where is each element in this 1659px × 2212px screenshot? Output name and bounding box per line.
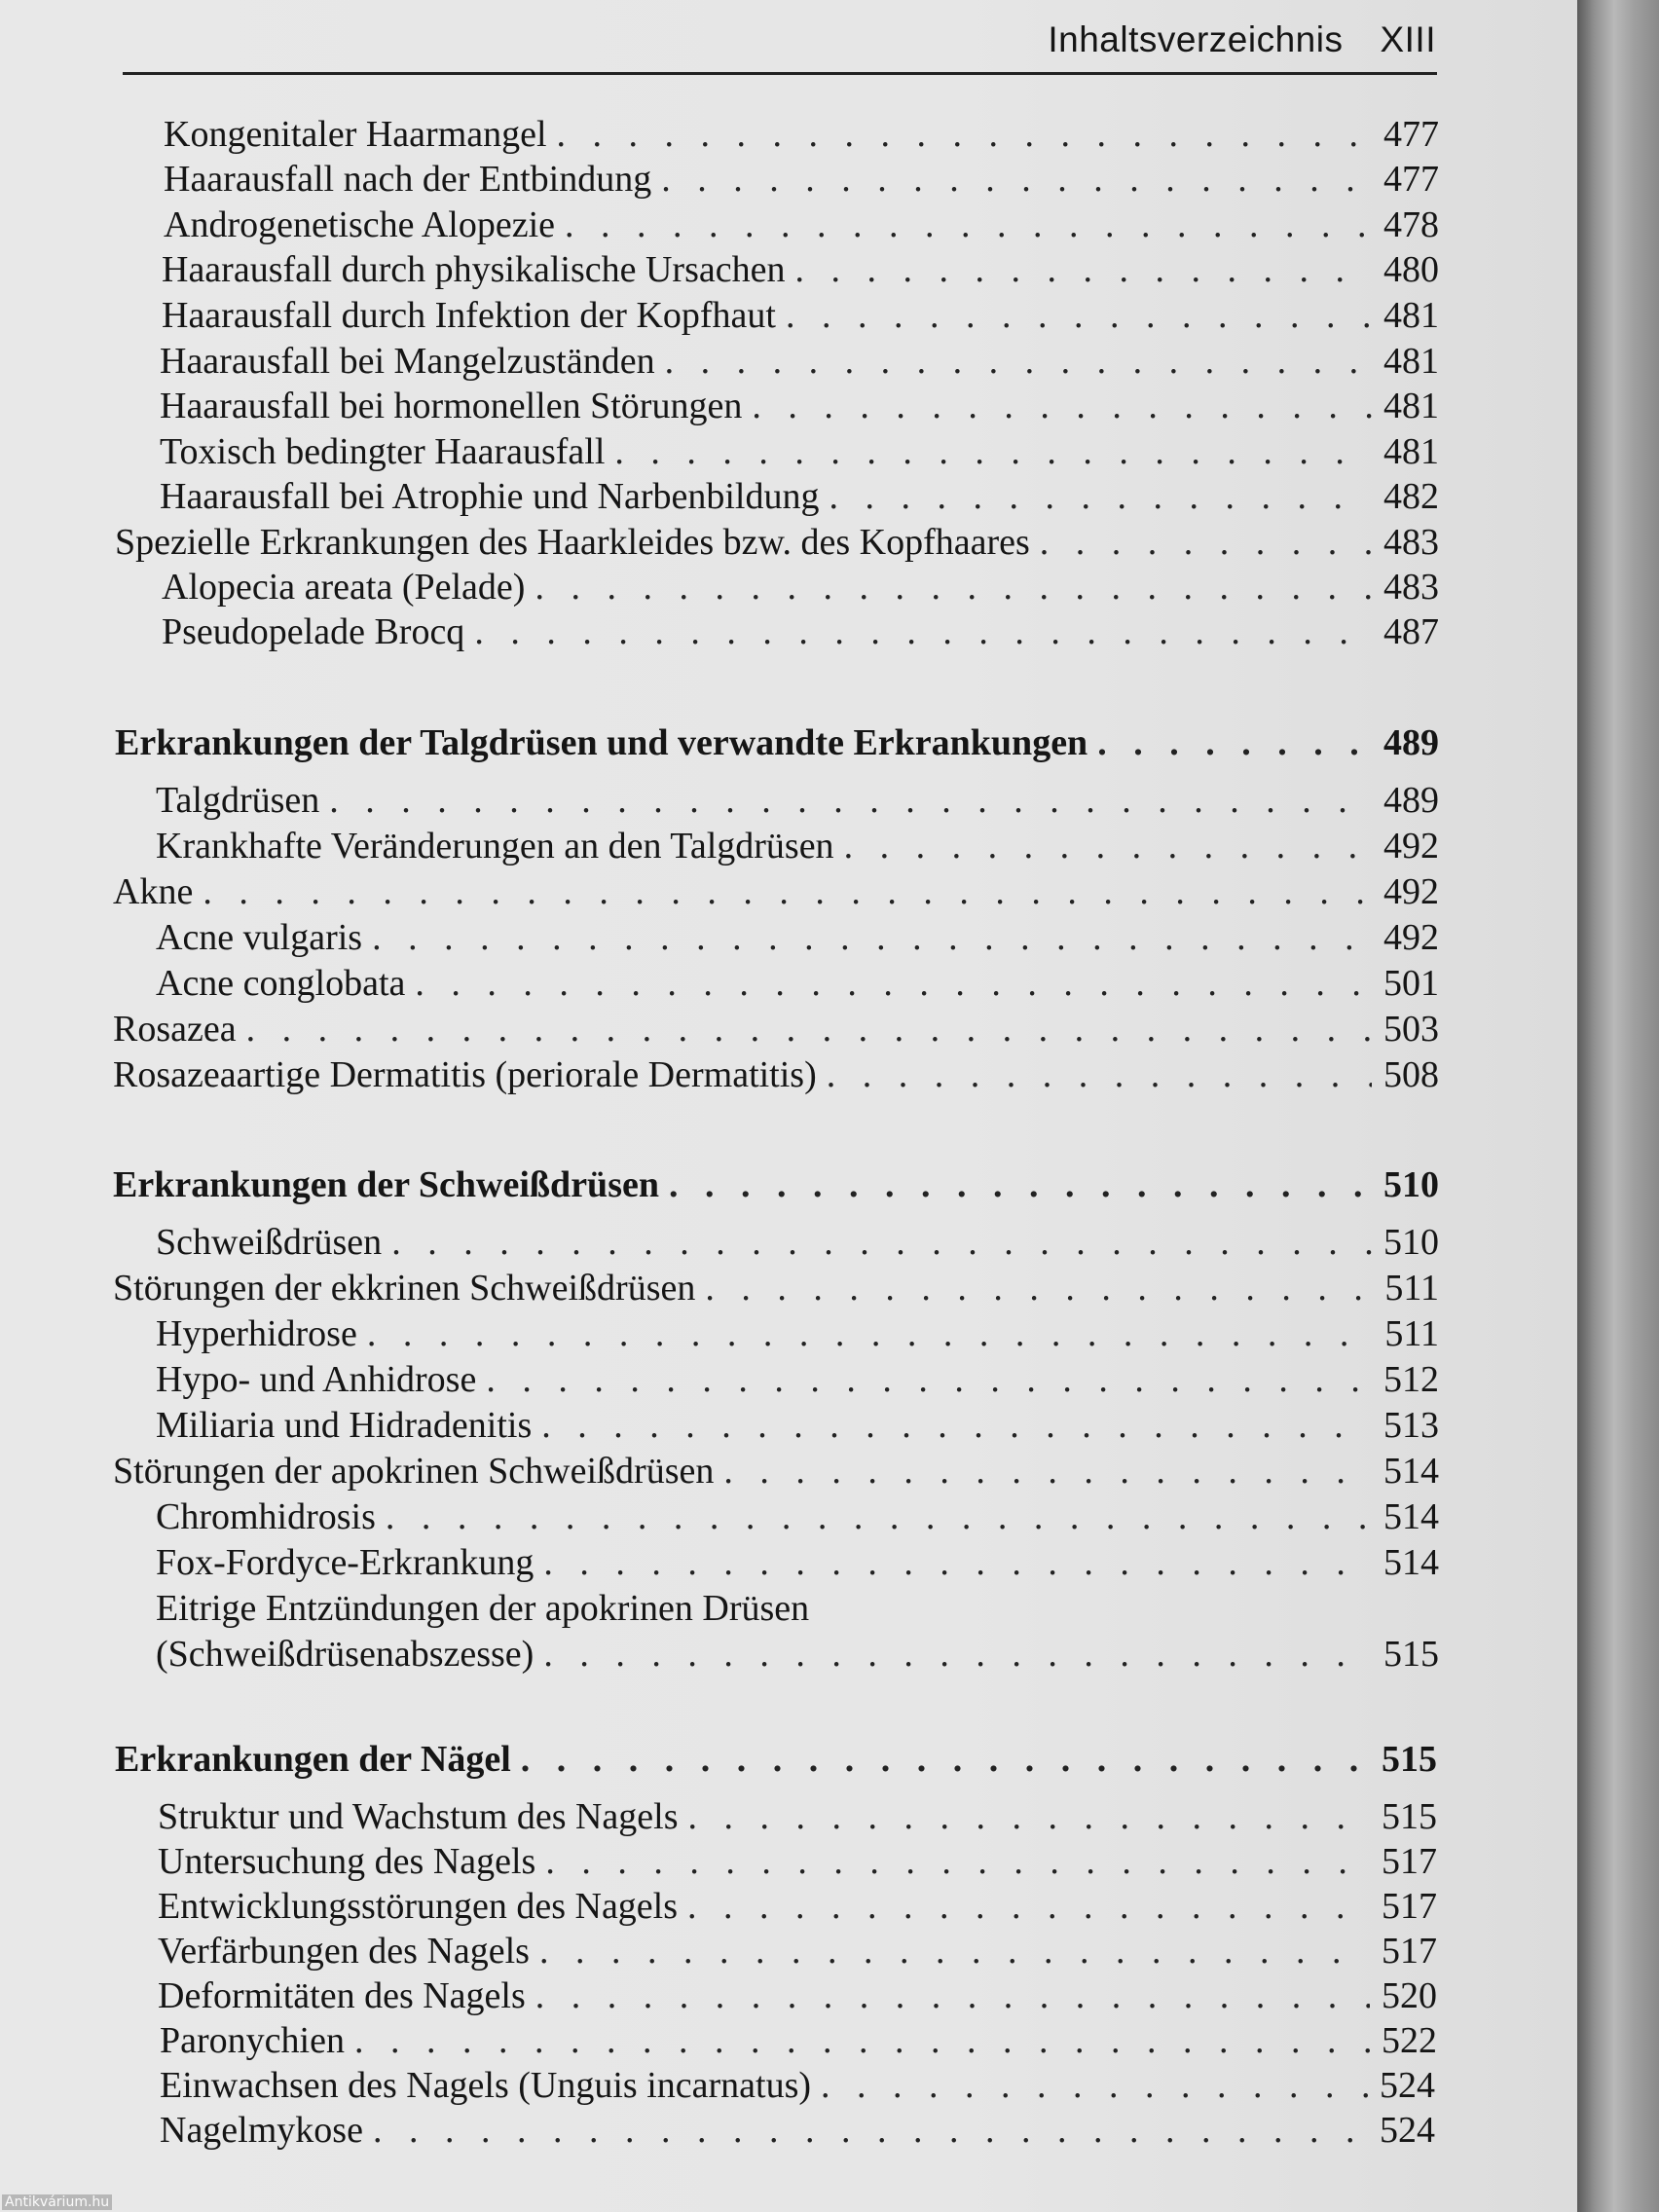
toc-entry-label: Acne conglobata bbox=[156, 963, 406, 1004]
toc-leader-dots bbox=[543, 1541, 1372, 1584]
toc-entry-page: 478 bbox=[1383, 204, 1439, 245]
toc-entry-page: 492 bbox=[1383, 826, 1439, 866]
toc-leader-dots bbox=[665, 340, 1372, 383]
toc-leader-dots bbox=[372, 916, 1372, 959]
toc-entry bbox=[164, 113, 1439, 156]
toc-entry-label: Rosazea bbox=[113, 1009, 237, 1050]
toc-entry-label: Hypo- und Anhidrose bbox=[156, 1359, 477, 1400]
toc-entry-page: 480 bbox=[1383, 249, 1439, 290]
toc-entry bbox=[158, 1840, 1437, 1883]
toc-leader-dots bbox=[661, 158, 1372, 201]
toc-entry-label: Verfärbungen des Nagels bbox=[158, 1931, 530, 1972]
toc-entry-page: 514 bbox=[1383, 1542, 1439, 1583]
toc-entry-label: Haarausfall bei Atrophie und Narbenbildung bbox=[160, 476, 820, 517]
toc-entry-page: 515 bbox=[1382, 1796, 1437, 1837]
header-title: Inhaltsverzeichnis bbox=[1048, 19, 1344, 59]
toc-leader-dots bbox=[486, 1358, 1372, 1401]
toc-entry-page: 489 bbox=[1383, 780, 1439, 821]
toc-leader-dots bbox=[367, 1312, 1374, 1355]
toc-entry bbox=[160, 385, 1439, 427]
toc-entry-label: Pseudopelade Brocq bbox=[162, 611, 465, 652]
toc-entry bbox=[160, 2109, 1435, 2152]
toc-leader-dots bbox=[543, 1633, 1372, 1676]
toc-entry-page: 515 bbox=[1382, 1739, 1437, 1780]
toc-leader-dots bbox=[688, 1795, 1370, 1838]
toc-entry-label: Rosazeaartige Dermatitis (periorale Dermatitis) bbox=[113, 1054, 817, 1095]
toc-entry-page: 489 bbox=[1383, 722, 1439, 763]
toc-entry-label: Nagelmykose bbox=[160, 2110, 363, 2151]
toc-entry-page: 517 bbox=[1382, 1886, 1437, 1927]
toc-leader-dots bbox=[1040, 521, 1372, 564]
toc-leader-dots bbox=[203, 870, 1372, 913]
toc-entry bbox=[113, 1008, 1439, 1051]
toc-entry-page: 524 bbox=[1380, 2065, 1435, 2106]
toc-entry-page: 501 bbox=[1383, 963, 1439, 1004]
toc-entry-page: 514 bbox=[1383, 1451, 1439, 1492]
toc-entry bbox=[156, 1221, 1439, 1264]
toc-entry-page: 481 bbox=[1383, 431, 1439, 472]
toc-entry-page: 511 bbox=[1384, 1268, 1439, 1309]
toc-entry bbox=[113, 870, 1439, 913]
toc-entry bbox=[164, 203, 1439, 246]
toc-entry-label: Haarausfall nach der Entbindung bbox=[164, 159, 652, 200]
toc-entry bbox=[162, 248, 1439, 291]
toc-leader-dots bbox=[786, 294, 1372, 337]
toc-entry-label: Störungen der apokrinen Schweißdrüsen bbox=[113, 1451, 715, 1492]
toc-entry-label: Hyperhidrose bbox=[156, 1313, 357, 1354]
toc-entry-page: 510 bbox=[1383, 1222, 1439, 1263]
toc-entry-page: 511 bbox=[1384, 1313, 1439, 1354]
toc-entry-page: 513 bbox=[1383, 1405, 1439, 1446]
toc-entry-page: 517 bbox=[1382, 1931, 1437, 1972]
toc-entry-label: Haarausfall bei hormonellen Störungen bbox=[160, 386, 743, 426]
toc-entry bbox=[156, 1587, 1439, 1630]
toc-leader-dots bbox=[474, 610, 1372, 653]
toc-leader-dots bbox=[821, 2064, 1368, 2107]
toc-entry-page: 477 bbox=[1383, 159, 1439, 200]
toc-entry-label: Eitrige Entzündungen der apokrinen Drüsen bbox=[156, 1588, 810, 1629]
toc-leader-dots bbox=[687, 1885, 1370, 1928]
toc-entry-label: Alopecia areata (Pelade) bbox=[162, 567, 526, 608]
toc-entry bbox=[158, 1795, 1437, 1838]
toc-entry bbox=[113, 1267, 1439, 1309]
toc-entry-label: Untersuchung des Nagels bbox=[158, 1841, 536, 1882]
toc-leader-dots bbox=[752, 385, 1372, 427]
toc-entry-label: Talgdrüsen bbox=[156, 780, 320, 821]
toc-entry-label: Erkrankungen der Talgdrüsen und verwandte Erkrankungen bbox=[115, 722, 1088, 763]
toc-leader-dots bbox=[844, 825, 1372, 867]
toc-leader-dots bbox=[386, 1495, 1372, 1538]
toc-section-heading bbox=[115, 1738, 1437, 1781]
toc-leader-dots bbox=[794, 248, 1372, 291]
toc-entry bbox=[158, 1885, 1437, 1928]
toc-entry-label: Krankhafte Veränderungen an den Talgdrüsen bbox=[156, 826, 834, 866]
toc-leader-dots bbox=[705, 1267, 1373, 1309]
toc-entry bbox=[113, 1053, 1439, 1096]
toc-entry-page: 522 bbox=[1382, 2020, 1437, 2061]
toc-entry bbox=[156, 1541, 1439, 1584]
toc-entry-label: Erkrankungen der Schweißdrüsen bbox=[113, 1164, 659, 1205]
toc-leader-dots bbox=[391, 1221, 1372, 1264]
toc-leader-dots bbox=[541, 1404, 1372, 1447]
toc-entry-label: Schweißdrüsen bbox=[156, 1222, 383, 1263]
toc-leader-dots bbox=[557, 113, 1372, 156]
toc-entry-page: 482 bbox=[1383, 476, 1439, 517]
toc-leader-dots bbox=[723, 1450, 1372, 1493]
toc-leader-dots bbox=[614, 430, 1372, 473]
toc-entry-page: 524 bbox=[1380, 2110, 1435, 2151]
toc-entry-label: Haarausfall durch Infektion der Kopfhaut bbox=[162, 295, 776, 336]
toc-section-heading bbox=[113, 1163, 1439, 1206]
toc-entry-page: 492 bbox=[1383, 917, 1439, 958]
toc-leader-dots bbox=[535, 566, 1372, 608]
watermark-text: Antikvárium.hu bbox=[2, 2194, 112, 2210]
toc-entry-label: Kongenitaler Haarmangel bbox=[164, 114, 547, 155]
toc-entry bbox=[156, 1404, 1439, 1447]
toc-entry-label: Androgenetische Alopezie bbox=[164, 204, 556, 245]
toc-leader-dots bbox=[373, 2109, 1368, 2152]
toc-leader-dots bbox=[565, 203, 1372, 246]
toc-entry-label: Fox-Fordyce-Erkrankung bbox=[156, 1542, 535, 1583]
toc-entry-label: Akne bbox=[113, 871, 194, 912]
toc-entry-page: 510 bbox=[1383, 1164, 1439, 1205]
toc-entry bbox=[156, 779, 1439, 822]
toc-leader-dots bbox=[829, 475, 1372, 518]
header-page-number: XIII bbox=[1380, 19, 1436, 59]
toc-entry-page: 514 bbox=[1383, 1496, 1439, 1537]
toc-entry-page: 481 bbox=[1383, 341, 1439, 382]
toc-entry-label: Chromhidrosis bbox=[156, 1496, 376, 1537]
toc-entry-label: Toxisch bedingter Haarausfall bbox=[160, 431, 606, 472]
toc-entry-page: 483 bbox=[1383, 522, 1439, 563]
toc-entry-page: 517 bbox=[1382, 1841, 1437, 1882]
toc-leader-dots bbox=[535, 1974, 1370, 2017]
toc-entry bbox=[160, 2019, 1437, 2062]
toc-entry-page: 508 bbox=[1383, 1054, 1439, 1095]
toc-entry bbox=[156, 916, 1439, 959]
toc-entry-label: Paronychien bbox=[160, 2020, 345, 2061]
toc-entry bbox=[156, 1312, 1439, 1355]
toc-entry-label: Spezielle Erkrankungen des Haarkleides bzw. des Kopfhaares bbox=[115, 522, 1030, 563]
toc-entry bbox=[113, 1450, 1439, 1493]
toc-entry-label: (Schweißdrüsenabszesse) bbox=[156, 1634, 535, 1675]
toc-entry-label: Entwicklungsstörungen des Nagels bbox=[158, 1886, 679, 1927]
toc-entry-label: Deformitäten des Nagels bbox=[158, 1975, 526, 2016]
toc-entry-page: 487 bbox=[1383, 611, 1439, 652]
toc-entry bbox=[160, 2064, 1435, 2107]
toc-entry-page: 483 bbox=[1383, 567, 1439, 608]
toc-entry bbox=[156, 1358, 1439, 1401]
toc-entry-page: 503 bbox=[1383, 1009, 1439, 1050]
toc-entry bbox=[162, 566, 1439, 608]
toc-entry bbox=[156, 962, 1439, 1005]
toc-entry-page: 512 bbox=[1383, 1359, 1439, 1400]
toc-entry bbox=[115, 521, 1439, 564]
toc-leader-dots bbox=[354, 2019, 1370, 2062]
toc-leader-dots bbox=[415, 962, 1372, 1005]
toc-leader-dots bbox=[1097, 721, 1372, 764]
toc-entry-page: 481 bbox=[1383, 295, 1439, 336]
toc-leader-dots bbox=[539, 1930, 1370, 1972]
toc-leader-dots bbox=[329, 779, 1372, 822]
toc-leader-dots bbox=[669, 1163, 1372, 1206]
toc-entry bbox=[156, 1633, 1439, 1676]
toc-entry bbox=[158, 1930, 1437, 1972]
toc-entry-page: 520 bbox=[1382, 1975, 1437, 2016]
toc-entry bbox=[160, 430, 1439, 473]
toc-section-heading bbox=[115, 721, 1439, 764]
toc-leader-dots bbox=[246, 1008, 1372, 1051]
toc-entry bbox=[160, 475, 1439, 518]
toc-entry-page: 481 bbox=[1383, 386, 1439, 426]
toc-entry-label: Störungen der ekkrinen Schweißdrüsen bbox=[113, 1268, 696, 1309]
toc-entry bbox=[160, 340, 1439, 383]
toc-entry bbox=[158, 1974, 1437, 2017]
toc-entry-label: Struktur und Wachstum des Nagels bbox=[158, 1796, 679, 1837]
toc-entry-label: Einwachsen des Nagels (Unguis incarnatus) bbox=[160, 2065, 812, 2106]
toc-entry-label: Miliaria und Hidradenitis bbox=[156, 1405, 533, 1446]
toc-leader-dots bbox=[521, 1738, 1370, 1781]
toc-leader-dots bbox=[545, 1840, 1370, 1883]
toc-entry-label: Erkrankungen der Nägel bbox=[115, 1739, 511, 1780]
toc-entry bbox=[162, 610, 1439, 653]
toc-entry-page: 515 bbox=[1383, 1634, 1439, 1675]
toc-entry-label: Haarausfall durch physikalische Ursachen bbox=[162, 249, 786, 290]
toc-entry bbox=[156, 1495, 1439, 1538]
toc-entry-label: Haarausfall bei Mangelzuständen bbox=[160, 341, 655, 382]
toc-entry bbox=[156, 825, 1439, 867]
toc-entry bbox=[162, 294, 1439, 337]
toc-entry-page: 492 bbox=[1383, 871, 1439, 912]
book-spine-shadow bbox=[1577, 0, 1659, 2212]
toc-entry-page: 477 bbox=[1383, 114, 1439, 155]
toc-entry-label: Acne vulgaris bbox=[156, 917, 363, 958]
toc-leader-dots bbox=[827, 1053, 1372, 1096]
toc-entry bbox=[164, 158, 1439, 201]
